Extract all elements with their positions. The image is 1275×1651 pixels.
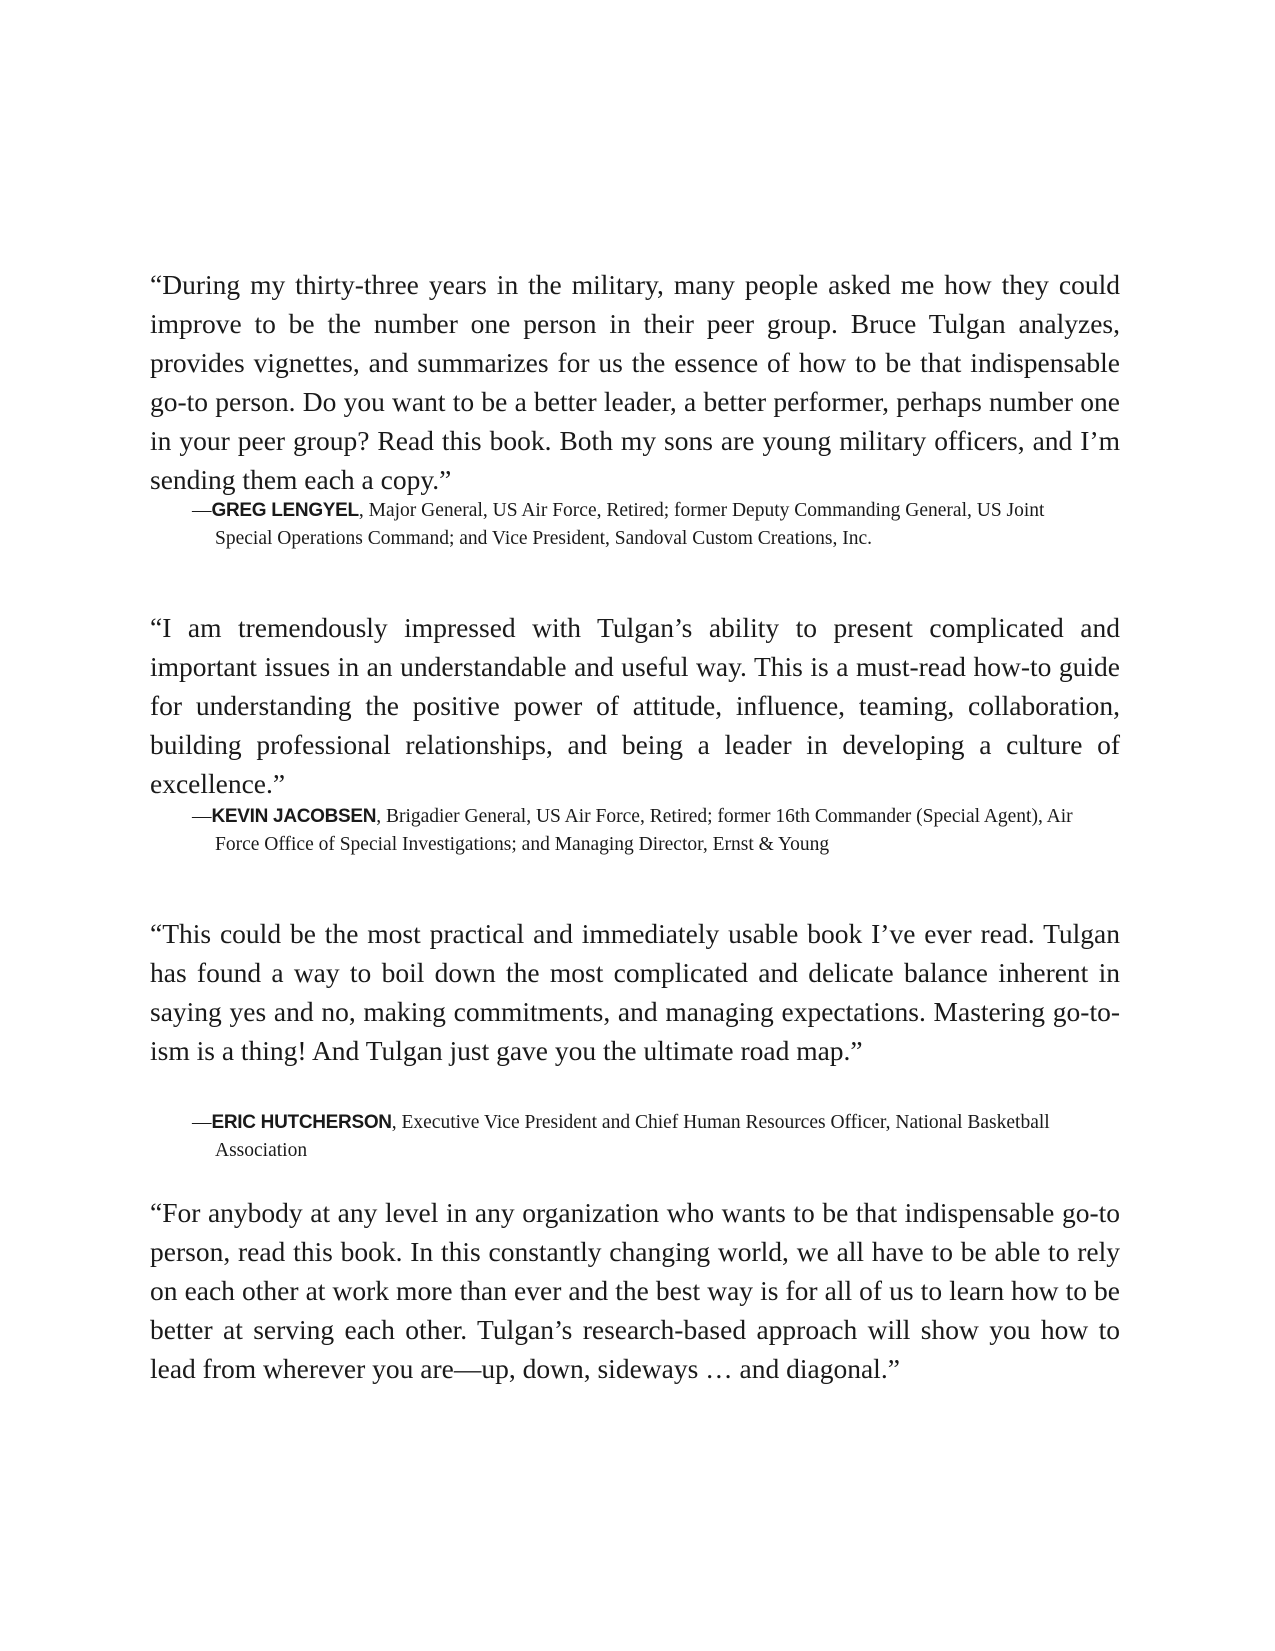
attribution-title: , Executive Vice President and Chief Human Resources Officer, National Basketball Association <box>215 1112 1050 1161</box>
attribution-dash: — <box>192 500 212 521</box>
testimonial-quote-1: “During my thirty-three years in the military, many people asked me how they could improve to be the number one person in their peer group. Bruce Tulgan analyzes, provides vignettes, and summarizes for us the essence of how to be that indispensable go-to person. Do you want to be a better leader, a better performer, perhaps number one in your peer group? Read this book. Both my sons are young military officers, and I’m sending them each a copy.” <box>150 269 1120 495</box>
attribution-title: , Brigadier General, US Air Force, Retired; former 16th Commander (Special Agent), Air Force Office of Special Investigations; and Managing Director, Ernst & Young <box>215 806 1073 855</box>
attribution-name: GREG LENGYEL <box>211 500 359 521</box>
testimonial-quote-3: “This could be the most practical and immediately usable book I’ve ever read. Tulgan has found a way to boil down the most complicated and delicate balance inherent in saying yes and no, making commitments, and managing expectations. Mastering go-to-ism is a thing! And Tulgan just gave you the ultimate road map.” <box>150 918 1120 1066</box>
testimonial-attribution-1 <box>192 497 1075 552</box>
testimonial-quote-2: “I am tremendously impressed with Tulgan’s ability to present complicated and important issues in an understandable and useful way. This is a must-read how-to guide for understanding the positive power of attitude, influence, teaming, collaboration, building professional relationships, and being a leader in developing a culture of excellence.” <box>150 612 1120 799</box>
attribution-name: KEVIN JACOBSEN <box>211 806 377 827</box>
testimonial-attribution-2 <box>192 803 1075 858</box>
attribution-dash: — <box>192 1112 212 1133</box>
attribution-dash: — <box>192 806 212 827</box>
attribution-title: , Major General, US Air Force, Retired; former Deputy Commanding General, US Joint Special Operations Command; and Vice President, Sandoval Custom Creations, Inc. <box>215 500 1045 549</box>
testimonial-attribution-3 <box>192 1109 1075 1164</box>
attribution-name: ERIC HUTCHERSON <box>211 1112 392 1133</box>
testimonial-quote-4: “For anybody at any level in any organization who wants to be that indispensable go-to person, read this book. In this constantly changing world, we all have to be able to rely on each other at work more than ever and the best way is for all of us to learn how to be better at serving each other. Tulgan’s research-based approach will show you how to lead from wherever you are—up, down, sideways … and diagonal.” <box>150 1197 1120 1384</box>
